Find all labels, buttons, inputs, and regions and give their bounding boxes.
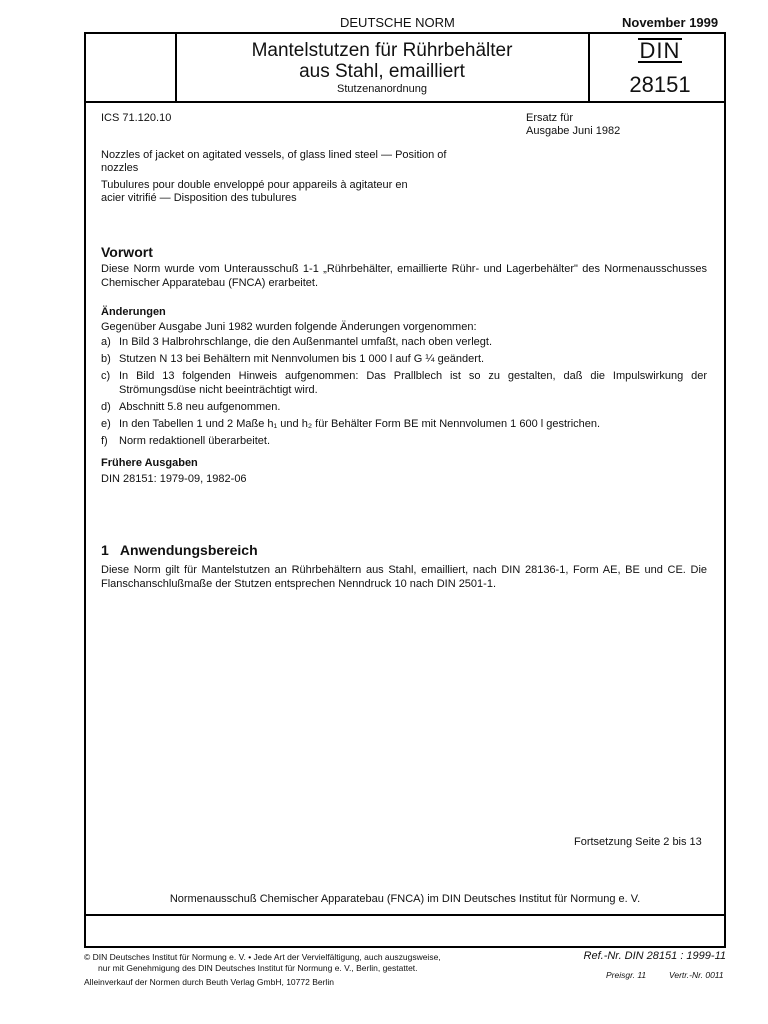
list-item-key: a) [101, 336, 111, 348]
list-item-text: Norm redaktionell überarbeitet. [119, 434, 271, 447]
replaces-line-1: Ersatz für [526, 112, 574, 124]
reference-number: Ref.-Nr. DIN 28151 : 1999-11 [583, 950, 726, 962]
english-title: Nozzles of jacket on agitated vessels, of glass lined steel — Position of nozzles [101, 149, 447, 174]
copyright-line-1: © DIN Deutsches Institut für Normung e. V. • Jede Art der Vervielfältigung, auch auszugsweise, [84, 952, 441, 962]
norm-type: DEUTSCHE NORM [340, 15, 455, 30]
list-item-text: Stutzen N 13 bei Behältern mit Nennvolumen bis 1 000 l auf G ¼ geändert. [119, 353, 485, 365]
document-subtitle: Stutzenanordnung [337, 83, 427, 95]
list-item-key: d) [101, 400, 111, 413]
foreword-text: Diese Norm wurde vom Unterausschuß 1-1 „Rührbehälter, emaillierte Rühr- und Lagerbehälter" des Normenausschusses Chemischer Apparatebau (FNCA) erarbeitet. [101, 263, 707, 289]
changes-intro: Gegenüber Ausgabe Juni 1982 wurden folgende Änderungen vorgenommen: [101, 321, 477, 333]
previous-editions-text: DIN 28151: 1979-09, 1982-06 [101, 473, 247, 485]
list-item-key: f) [101, 434, 108, 447]
sales-notice: Alleinverkauf der Normen durch Beuth Verlag GmbH, 10772 Berlin [84, 977, 334, 987]
previous-editions-heading: Frühere Ausgaben [101, 457, 198, 469]
section-1-text: Diese Norm gilt für Mantelstutzen an Rührbehältern aus Stahl, emailliert, nach DIN 28136-1, Form AE, BE und CE. Die Flanschanschlußmaße der Stutzen entsprechen Nenndruck 10 nach DIN 2501-1. [101, 564, 707, 590]
section-1-heading: 1 Anwendungsbereich [101, 542, 258, 558]
committee-line: Normenausschuß Chemischer Apparatebau (FNCA) im DIN Deutsches Institut für Normung e. V. [169, 893, 641, 905]
issue-date: November 1999 [622, 15, 719, 30]
standard-number: 28151 [629, 72, 691, 97]
ics-code: ICS 71.120.10 [101, 112, 172, 124]
list-item-key: c) [101, 370, 111, 382]
list-item [101, 418, 707, 432]
copyright-notice [84, 952, 504, 974]
title-line-1: Mantelstutzen für Rührbehälter [251, 40, 513, 61]
replaces-block [526, 112, 620, 138]
foreword-heading: Vorwort [101, 244, 153, 260]
french-title: Tubulures pour double enveloppé pour appareils à agitateur en acier vitrifié — Disposition des tubulures [101, 179, 408, 204]
list-item-text: Abschnitt 5.8 neu aufgenommen. [119, 400, 281, 413]
header-right-divider [588, 32, 590, 102]
list-item [101, 336, 707, 350]
copyright-line-2: nur mit Genehmigung des DIN Deutsches Institut für Normung e. V., Berlin, gestattet. [98, 963, 418, 973]
continuation-note: Fortsetzung Seite 2 bis 13 [574, 836, 702, 848]
changes-heading: Änderungen [101, 306, 166, 318]
title-line-2: aus Stahl, emailliert [299, 61, 465, 82]
din-logo [630, 38, 690, 63]
list-item [101, 435, 707, 449]
list-item-text: In Bild 3 Halbrohrschlange, die den Außenmantel umfaßt, nach oben verlegt. [119, 336, 493, 348]
document-title [176, 40, 588, 82]
replaces-line-2: Ausgabe Juni 1982 [526, 125, 621, 137]
changes-list [101, 336, 707, 452]
list-item-text: In Bild 13 folgenden Hinweis aufgenommen: Das Prallblech ist so zu gestalten, daß die Impulswirkung der Strömungsdüse nicht beeinträchtigt wird. [119, 370, 707, 396]
header-divider [84, 101, 726, 103]
list-item-text: In den Tabellen 1 und 2 Maße h₁ und h₂ für Behälter Form BE mit Nennvolumen 1 600 l gestrichen. [119, 417, 601, 430]
footer-divider [84, 914, 726, 916]
list-item [101, 353, 707, 367]
sales-number: Vertr.-Nr. 0011 [669, 970, 724, 980]
list-item-key: e) [101, 417, 111, 430]
list-item [101, 370, 707, 397]
list-item-key: b) [101, 353, 111, 365]
price-group: Preisgr. 11 [606, 970, 647, 980]
list-item [101, 401, 707, 415]
din-logo-text: DIN [639, 38, 681, 63]
